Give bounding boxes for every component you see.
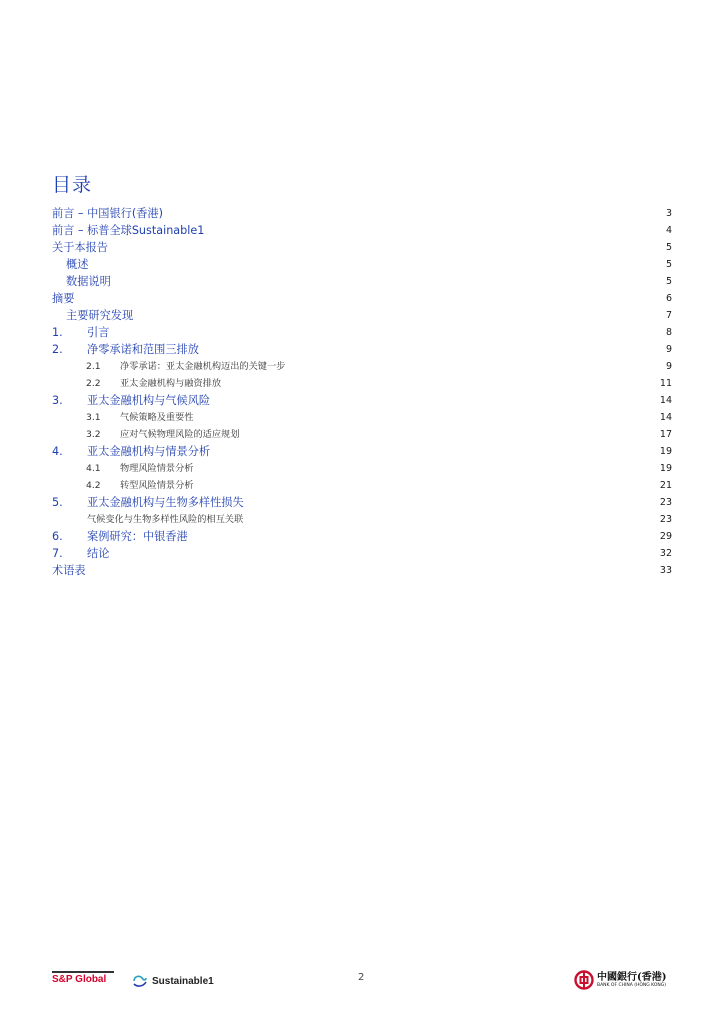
toc-entry-number: 7. xyxy=(52,547,63,560)
toc-entry[interactable] xyxy=(52,222,672,239)
toc-entry-number: 4. xyxy=(52,445,63,458)
toc-entry-label: 亚太金融机构与气候风险 xyxy=(87,394,211,407)
toc-entry-label: 概述 xyxy=(66,258,89,271)
toc-entry-page: 9 xyxy=(665,344,672,355)
toc-entry-page: 11 xyxy=(659,378,672,389)
toc-entry[interactable] xyxy=(52,239,672,256)
toc-entry-page: 9 xyxy=(665,361,672,372)
toc-entry-label: 亚太金融机构与情景分析 xyxy=(87,445,211,458)
sustainable1-logo xyxy=(132,974,214,988)
toc-entry-label: 数据说明 xyxy=(66,275,111,288)
toc-entry-label: 亚太金融机构与生物多样性损失 xyxy=(87,496,244,509)
boc-english-name: BANK OF CHINA (HONG KONG) xyxy=(597,982,667,988)
toc-entry-number: 1. xyxy=(52,326,63,339)
toc-entry-number: 3.1 xyxy=(86,412,101,423)
toc-entry-page: 8 xyxy=(665,327,672,338)
toc-entry[interactable] xyxy=(52,256,672,273)
toc-entry-page: 14 xyxy=(659,412,672,423)
toc-entry[interactable] xyxy=(52,494,672,511)
boc-emblem-icon xyxy=(574,970,594,990)
sp-global-text: S&P Global xyxy=(52,974,107,985)
toc-entry[interactable] xyxy=(52,528,672,545)
toc-entry-number: 2. xyxy=(52,343,63,356)
toc-entry-label: 应对气候物理风险的适应规划 xyxy=(120,429,240,440)
toc-entry-page: 33 xyxy=(659,565,672,576)
sustainable1-text: Sustainable1 xyxy=(152,975,214,987)
toc-entry-number: 2.1 xyxy=(86,361,101,372)
toc-entry[interactable] xyxy=(52,392,672,409)
toc-entry[interactable] xyxy=(52,273,672,290)
toc-entry-label: 气候变化与生物多样性风险的相互关联 xyxy=(87,514,244,525)
sustainable1-icon xyxy=(132,974,148,988)
toc-entry[interactable] xyxy=(52,545,672,562)
toc-entry[interactable] xyxy=(52,477,672,494)
toc-entry-page: 3 xyxy=(665,208,672,219)
toc-entry-page: 14 xyxy=(659,395,672,406)
table-of-contents xyxy=(52,205,672,579)
toc-entry-label: 结论 xyxy=(87,547,110,560)
toc-entry-number: 3.2 xyxy=(86,429,101,440)
boc-chinese-name: 中國銀行(香港) xyxy=(597,971,667,983)
toc-entry-page: 5 xyxy=(665,259,672,270)
toc-entry-page: 6 xyxy=(665,293,672,304)
logo-bar xyxy=(52,971,114,973)
toc-entry-page: 23 xyxy=(659,514,672,525)
toc-entry-page: 5 xyxy=(665,276,672,287)
toc-entry-label: 前言 – 标普全球Sustainable1 xyxy=(52,224,205,237)
toc-entry-label: 亚太金融机构与融资排放 xyxy=(120,378,222,389)
toc-entry-page: 29 xyxy=(659,531,672,542)
toc-entry[interactable] xyxy=(52,511,672,528)
toc-entry-label: 摘要 xyxy=(52,292,75,305)
boc-logo xyxy=(574,970,666,990)
toc-entry-number: 4.2 xyxy=(86,480,101,491)
toc-entry[interactable] xyxy=(52,460,672,477)
toc-entry-page: 7 xyxy=(665,310,672,321)
toc-entry-page: 23 xyxy=(659,497,672,508)
toc-entry-page: 32 xyxy=(659,548,672,559)
page-number: 2 xyxy=(358,972,365,983)
toc-entry-page: 5 xyxy=(665,242,672,253)
toc-entry-label: 前言 – 中国银行(香港) xyxy=(52,207,163,220)
toc-entry-number: 5. xyxy=(52,496,63,509)
toc-entry-page: 21 xyxy=(659,480,672,491)
toc-entry-number: 3. xyxy=(52,394,63,407)
toc-entry-page: 19 xyxy=(659,446,672,457)
toc-entry-label: 气候策略及重要性 xyxy=(120,412,194,423)
toc-entry-label: 主要研究发现 xyxy=(66,309,134,322)
toc-entry-label: 物理风险情景分析 xyxy=(120,463,194,474)
toc-entry-label: 术语表 xyxy=(52,564,86,577)
toc-entry-label: 关于本报告 xyxy=(52,241,108,254)
toc-entry[interactable] xyxy=(52,324,672,341)
toc-entry[interactable] xyxy=(52,341,672,358)
toc-entry-label: 案例研究：中银香港 xyxy=(87,530,188,543)
toc-entry-label: 引言 xyxy=(87,326,110,339)
toc-title: 目录 xyxy=(52,174,93,196)
toc-entry-label: 净零承诺：亚太金融机构迈出的关键一步 xyxy=(120,361,286,372)
toc-entry-page: 17 xyxy=(659,429,672,440)
toc-entry[interactable] xyxy=(52,307,672,324)
toc-entry-page: 4 xyxy=(665,225,672,236)
toc-entry[interactable] xyxy=(52,443,672,460)
toc-entry[interactable] xyxy=(52,358,672,375)
toc-entry-number: 6. xyxy=(52,530,63,543)
toc-entry[interactable] xyxy=(52,290,672,307)
toc-entry-number: 2.2 xyxy=(86,378,101,389)
toc-entry[interactable] xyxy=(52,562,672,579)
toc-entry-number: 4.1 xyxy=(86,463,101,474)
toc-entry[interactable] xyxy=(52,426,672,443)
toc-entry-label: 转型风险情景分析 xyxy=(120,480,194,491)
toc-entry[interactable] xyxy=(52,205,672,222)
sp-global-logo xyxy=(52,974,106,985)
toc-entry-page: 19 xyxy=(659,463,672,474)
toc-entry[interactable] xyxy=(52,375,672,392)
toc-entry-label: 净零承诺和范围三排放 xyxy=(87,343,199,356)
toc-entry[interactable] xyxy=(52,409,672,426)
